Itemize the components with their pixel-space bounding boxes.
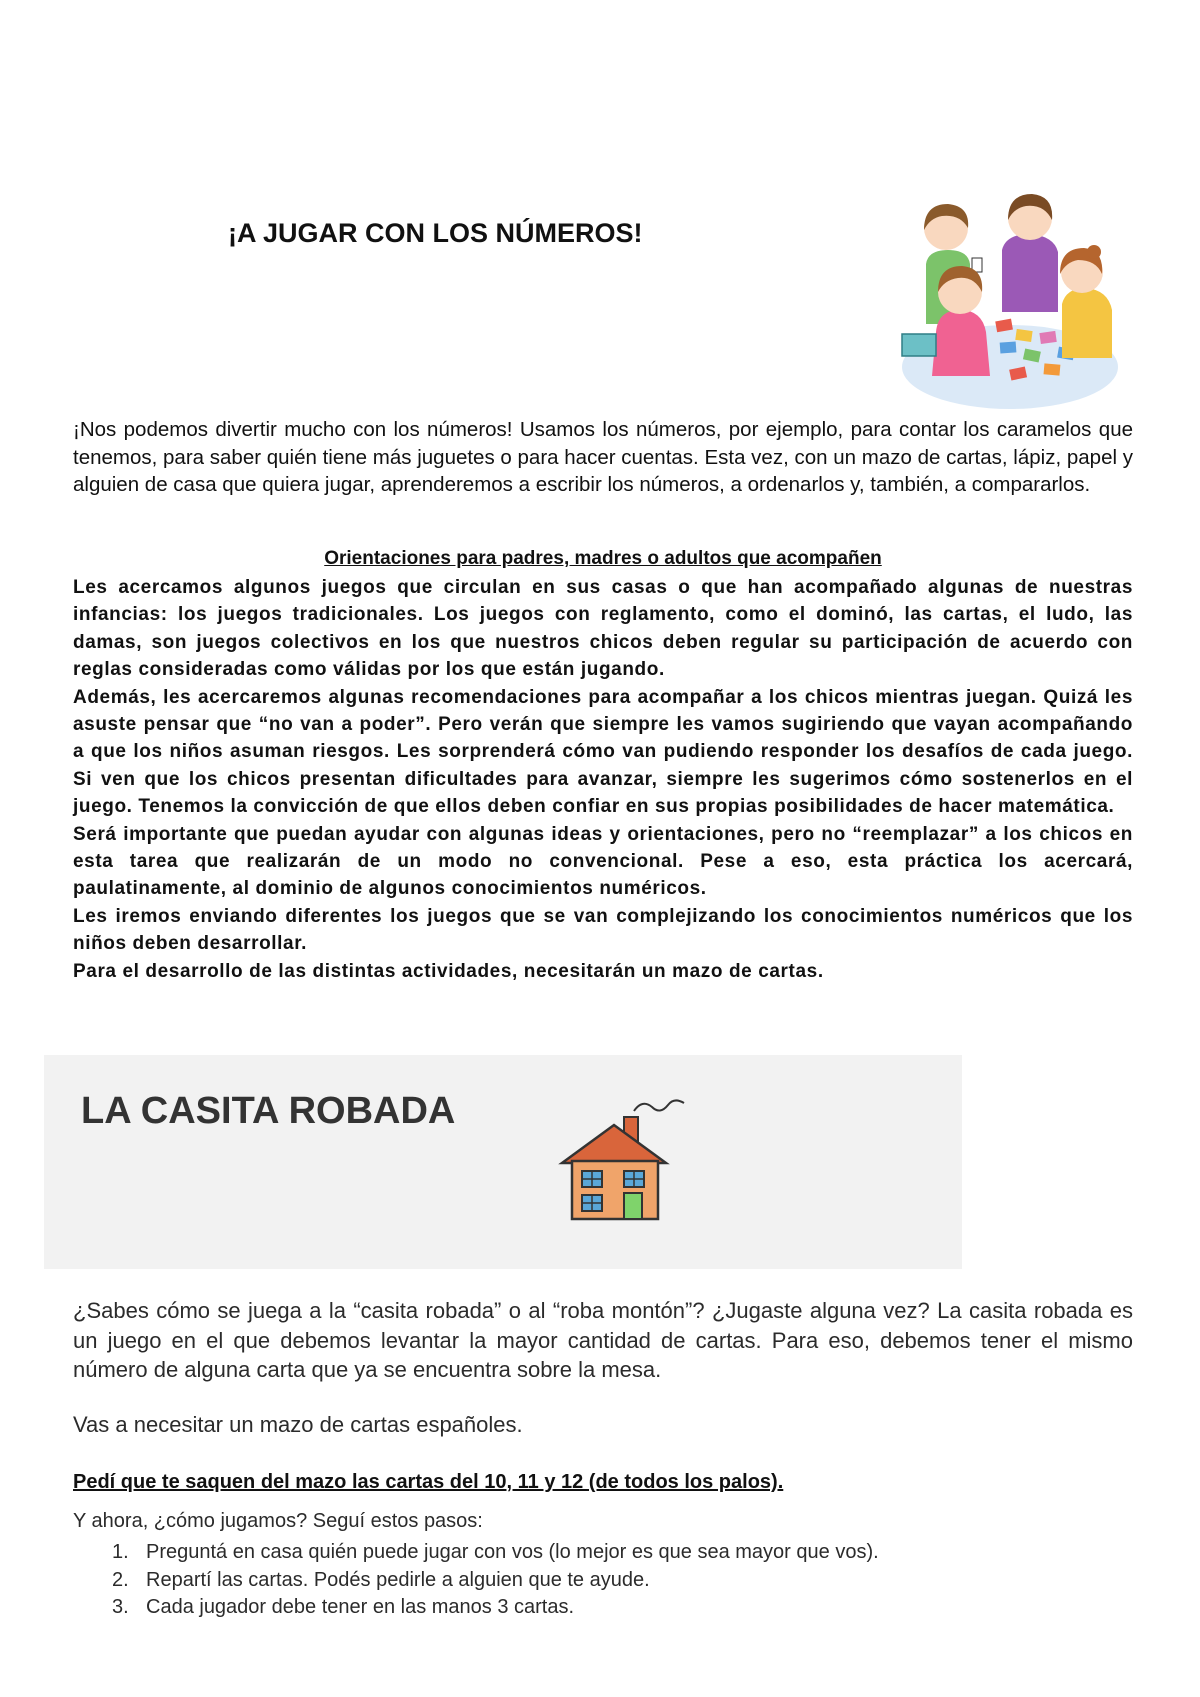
orientations-paragraph: Será importante que puedan ayudar con algunas ideas y orientaciones, pero no “reemplazar” a los chicos en esta tarea que realizarán de un modo no convencional. Pese a eso, esta práctica los acercará, paulatinamente, al dominio de algunos conocimientos numéricos. xyxy=(73,823,1133,900)
orientations-paragraph: Además, les acercaremos algunas recomendaciones para acompañar a los chicos mientras juegan. Quizá les asuste pensar que “no van a poder”. Pero verán que siempre les vamos sugiriendo que vayan acompañando a que los niños asuman riesgos. Les sorprenderá cómo van pudiendo responder los desafíos de cada juego. Si ven que los chicos presentan dificultades para avanzar, siempre les sugerimos cómo sostenerlos en el juego. Tenemos la convicción de que ellos deben confiar en sus propias posibilidades de hacer matemática. xyxy=(73,686,1133,818)
house-icon xyxy=(556,1081,691,1221)
children-playing-cards-icon xyxy=(898,192,1122,410)
materials-text: Vas a necesitar un mazo de cartas españoles. xyxy=(73,1412,523,1437)
game-intro-paragraph: ¿Sabes cómo se juega a la “casita robada” o al “roba montón”? ¿Jugaste alguna vez? La casita robada es un juego en el que debemos levantar la mayor cantidad de cartas. Para eso, debemos tener el mismo número de alguna carta que ya se encuentra sobre la mesa. xyxy=(73,1298,1133,1382)
list-item xyxy=(100,1539,879,1567)
step-number: 2. xyxy=(112,1568,129,1591)
orientations-paragraph: Les acercamos algunos juegos que circulan en sus casas o que han acompañado algunas de nuestras infancias: los juegos tradicionales. Los juegos con reglamento, como el dominó, las cartas, el ludo, las damas, son juegos colectivos en los que nuestros chicos deben regular su participación de acuerdo con reglas consideradas como válidas por los que están jugando. xyxy=(73,577,1133,681)
step-text: Repartí las cartas. Podés pedirle a alguien que te ayude. xyxy=(146,1568,650,1591)
page-title: ¡A JUGAR CON LOS NÚMEROS! xyxy=(228,218,643,248)
intro-paragraph: ¡Nos podemos divertir mucho con los números! Usamos los números, por ejemplo, para contar los caramelos que tenemos, para saber quién tiene más juguetes o para hacer cuentas. Esta vez, con un mazo de cartas, lápiz, papel y alguien de casa que quiera jugar, aprenderemos a escribir los números, a ordenarlos y, también, a compararlos. xyxy=(73,418,1133,496)
step-text: Preguntá en casa quién puede jugar con vos (lo mejor es que sea mayor que vos). xyxy=(146,1541,879,1563)
orientations-paragraph: Para el desarrollo de las distintas actividades, necesitarán un mazo de cartas. xyxy=(73,960,824,982)
steps-intro: Y ahora, ¿cómo jugamos? Seguí estos pasos: xyxy=(73,1510,483,1532)
list-item xyxy=(100,1567,879,1595)
step-number: 1. xyxy=(112,1541,129,1563)
orientations-paragraph: Les iremos enviando diferentes los juegos que se van complejizando los conocimientos numéricos que los niños deben desarrollar. xyxy=(73,905,1133,955)
orientations-body xyxy=(73,574,1133,985)
steps-list xyxy=(100,1539,879,1622)
cards-instruction: Pedí que te saquen del mazo las cartas del 10, 11 y 12 (de todos los palos). xyxy=(73,1471,784,1493)
orientations-heading: Orientaciones para padres, madres o adultos que acompañen xyxy=(324,548,882,569)
step-text: Cada jugador debe tener en las manos 3 cartas. xyxy=(146,1596,575,1618)
game-title: LA CASITA ROBADA xyxy=(81,1090,456,1132)
list-item xyxy=(100,1594,879,1622)
game-title-banner xyxy=(44,1055,962,1269)
step-number: 3. xyxy=(112,1596,129,1618)
